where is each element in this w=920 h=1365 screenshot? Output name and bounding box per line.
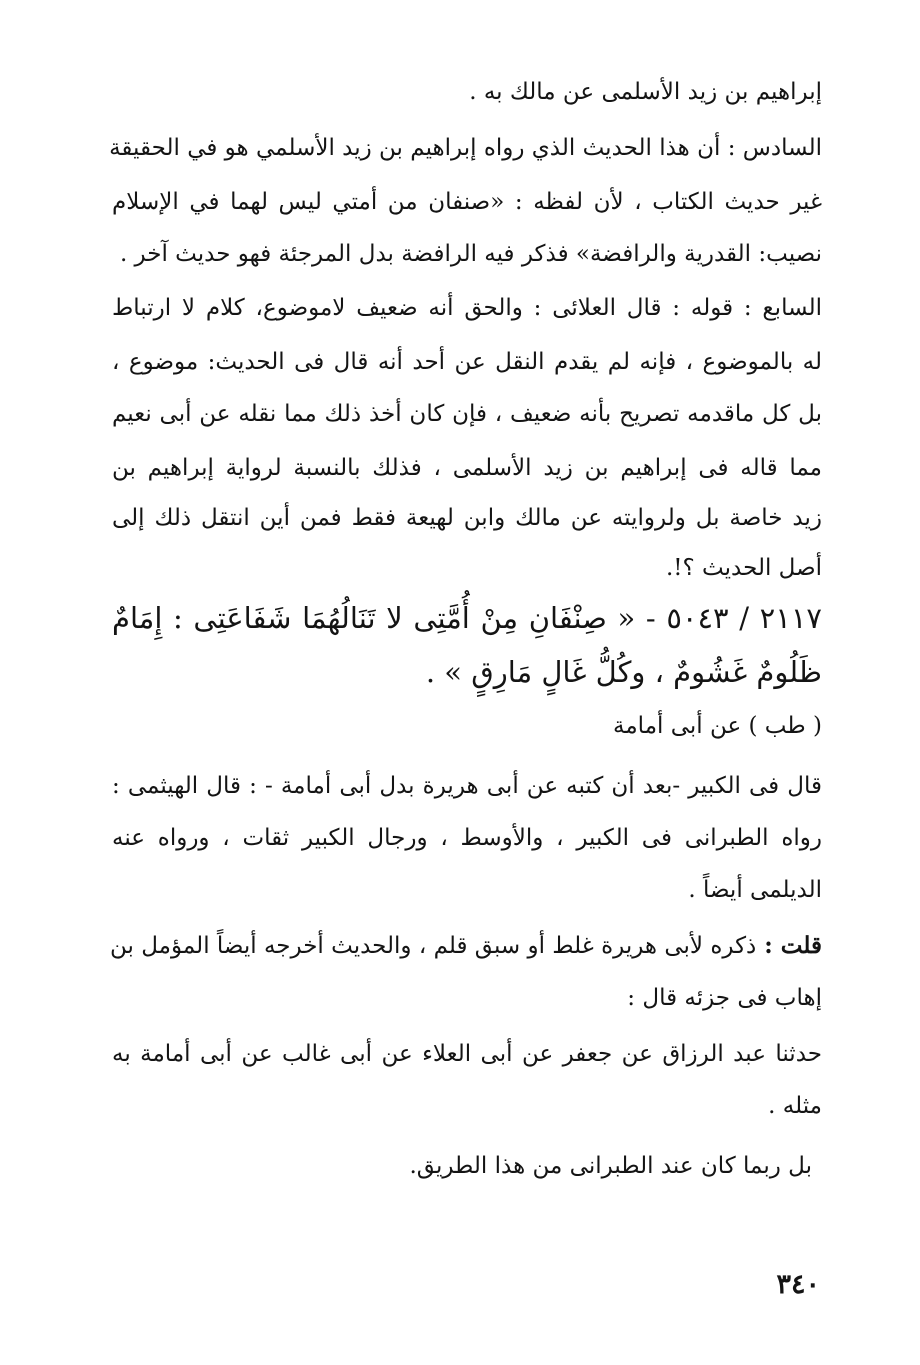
qult-text: ذكره لأبى هريرة غلط أو سبق قلم ، والحديث أخرجه أيضاً المؤمل بن [110,933,757,959]
isnad-line-1: حدثنا عبد الرزاق عن جعفر عن أبى العلاء عن أبى غالب عن أبى أمامة به [112,1041,822,1067]
closing-line: بل ربما كان عند الطبرانى من هذا الطريق. [409,1153,812,1179]
hadith-text-line-2: ظَلُومٌ غَشُومٌ ، وكُلُّ غَالٍ مَارِقٍ » . [425,655,822,689]
hadith-text-line-1: ٢١١٧ / ٥٠٤٣ - « صِنْفَانِ مِنْ أُمَّتِى لا تَنَالُهُمَا شَفَاعَتِى : إِمَامٌ [112,601,822,635]
qult-line-1 [112,930,822,962]
paragraph-seventh-line-1: السابع : قوله : قال العلائى : والحق أنه ضعيف لاموضوع، كلام لا ارتباط [112,295,822,321]
paragraph-seventh-line-3: بل كل ماقدمه تصريح بأنه ضعيف ، فإن كان أخذ ذلك مما نقله عن أبى نعيم [112,401,822,427]
paragraph-seventh-line-4: مما قاله فى إبراهيم بن زيد الأسلمى ، فذلك بالنسبة لرواية إبراهيم بن [112,455,822,481]
qult-line-2: إهاب فى جزئه قال : [627,985,822,1011]
commentary-line-1: قال فى الكبير -بعد أن كتبه عن أبى هريرة بدل أبى أمامة - : قال الهيثمى : [112,773,822,799]
paragraph-seventh-line-2: له بالموضوع ، فإنه لم يقدم النقل عن أحد أنه قال فى الحديث: موضوع ، [112,349,822,375]
paragraph-seventh-line-6: أصل الحديث ؟!. [665,555,822,581]
paragraph-sixth-line-2: غير حديث الكتاب ، لأن لفظه : «صنفان من أمتي ليس لهما في الإسلام [112,189,822,215]
commentary-line-2: رواه الطبرانى فى الكبير ، والأوسط ، ورجال الكبير ثقات ، ورواه عنه [112,825,822,851]
commentary-line-3: الديلمى أيضاً . [688,877,822,903]
page-number: ٣٤٠ [776,1269,820,1300]
paragraph-sixth-line-1: السادس : أن هذا الحديث الذي رواه إبراهيم بن زيد الأسلمي هو في الحقيقة [109,135,822,161]
paragraph-sixth-line-3: نصيب: القدرية والرافضة» فذكر فيه الرافضة بدل المرجئة فهو حديث آخر . [119,241,822,267]
hadith-source: ( طب ) عن أبى أمامة [613,713,822,739]
qult-label: قلت : [764,932,822,959]
paragraph-seventh-line-5: زيد خاصة بل ولروايته عن مالك وابن لهيعة فقط فمن أين انتقل ذلك إلى [112,505,822,531]
text-line: إبراهيم بن زيد الأسلمى عن مالك به . [469,79,822,105]
isnad-line-2: مثله . [768,1093,822,1119]
